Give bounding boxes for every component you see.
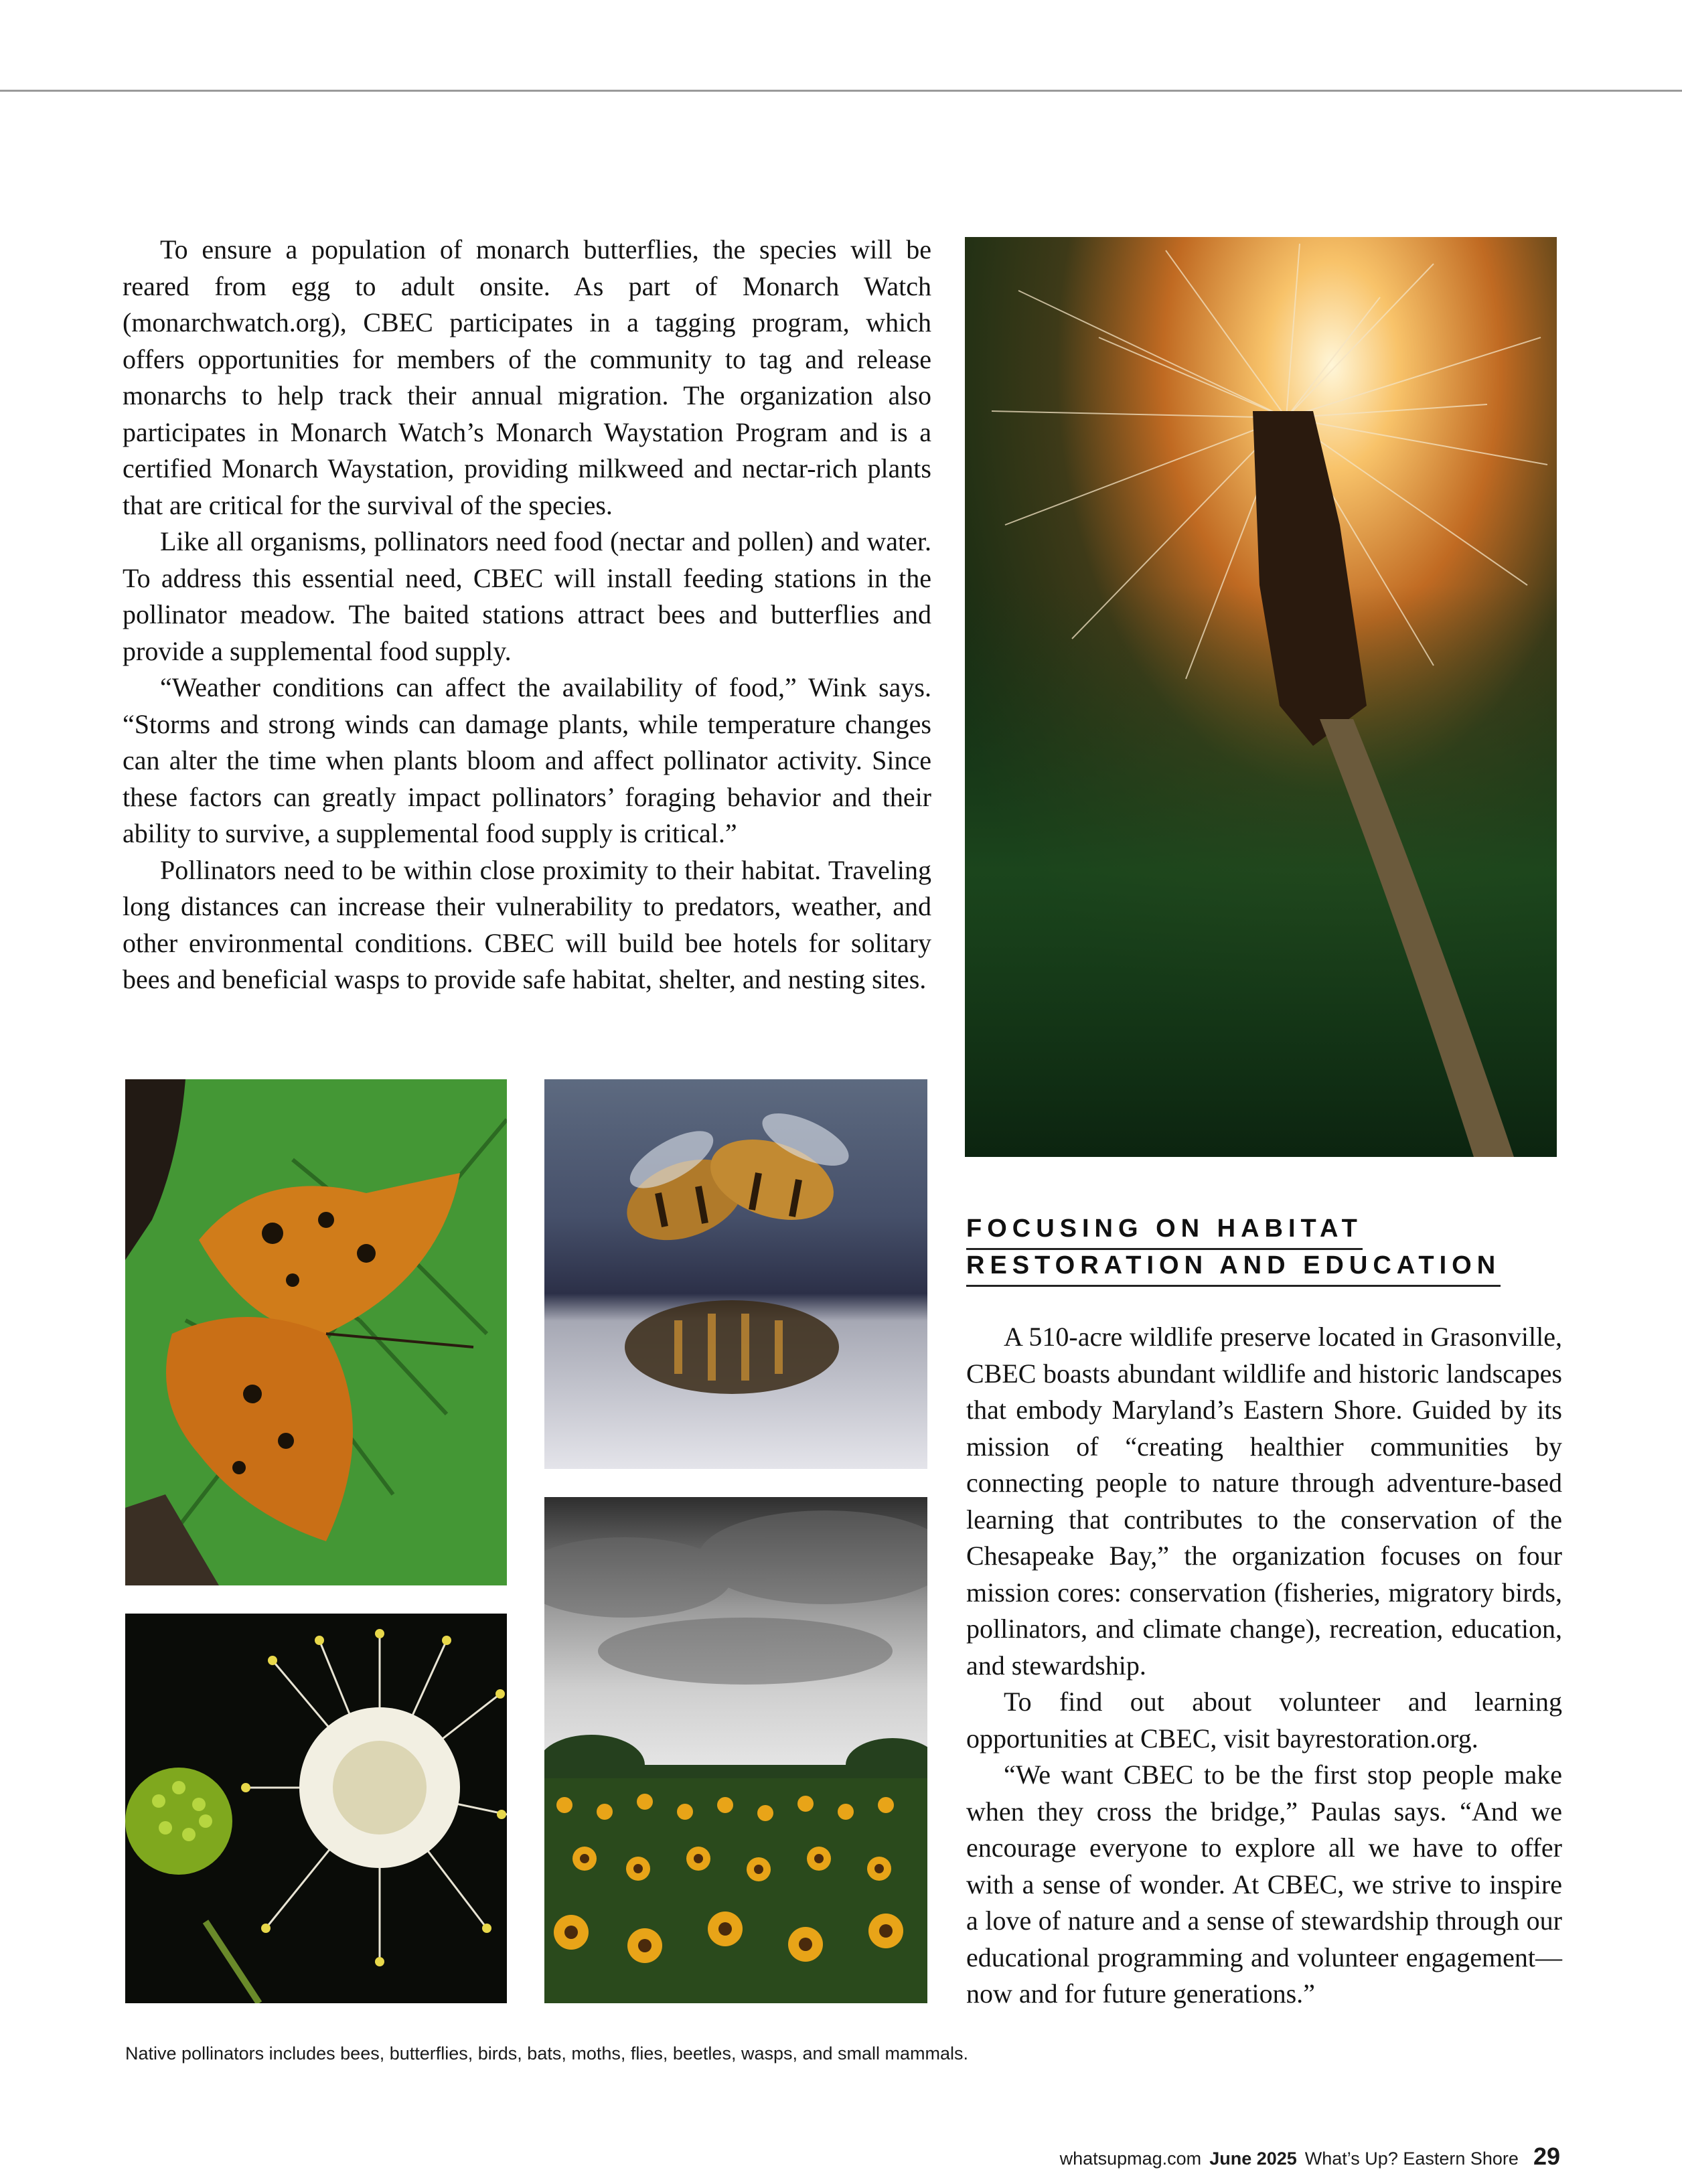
footer-publication: What’s Up? Eastern Shore [1304, 2149, 1519, 2169]
footer-issue: June 2025 [1209, 2149, 1297, 2169]
top-rule [0, 90, 1682, 92]
right-article-column [966, 1319, 1562, 2013]
buttonbush-flower-photo [125, 1614, 507, 2003]
left-article-column [123, 232, 931, 998]
page-footer [1060, 2142, 1560, 2171]
paragraph-habitat: Pollinators need to be within close proximity to their habitat. Traveling long distances can increase their vulnerability to predators, weather, and other environmental conditions. CBEC will build bee hotels for solitary bees and beneficial wasps to provide safe habitat, shelter, and nesting sites. [123, 854, 931, 994]
paragraph-food: Like all organisms, pollinators need food (nectar and pollen) and water. To address this essential need, CBEC will install feeding stations in the pollinator meadow. The baited stations attract bees and butterflies and provide a supplemental food supply. [123, 526, 931, 666]
paragraph-volunteer: To find out about volunteer and learning opportunities at CBEC, visit bayrestoration.org. [966, 1687, 1562, 1753]
paragraph-paulas-quote: “We want CBEC to be the first stop people make when they cross the bridge,” Paulas says. “And we encourage everyone to explore all we have to offer with a sense of wonder. At CBEC, we strive to inspire a love of nature and a sense of stewardship through our educational programming and volunteer engagement—now and for future generations.” [966, 1760, 1562, 2009]
paragraph-weather-quote: “Weather conditions can affect the availability of food,” Wink says. “Storms and strong winds can damage plants, while temperature changes can alter the time when plants bloom and affect pollinator activity. Since these factors can greatly impact pollinators’ foraging behavior and their ability to survive, a supplemental food supply is critical.” [123, 672, 931, 848]
bees-photo [544, 1079, 927, 1469]
dandelion-photo [965, 237, 1557, 1157]
page-number: 29 [1533, 2142, 1560, 2170]
sunflower-field-photo [544, 1497, 927, 2003]
section-heading [966, 1213, 1501, 1287]
butterfly-photo [125, 1079, 507, 1585]
section-heading-line1: FOCUSING ON HABITAT [966, 1213, 1363, 1250]
photo-caption: Native pollinators includes bees, butterflies, birds, bats, moths, flies, beetles, wasps, and small mammals. [125, 2043, 969, 2063]
section-heading-line2: RESTORATION AND EDUCATION [966, 1250, 1501, 1287]
footer-site: whatsupmag.com [1059, 2149, 1202, 2169]
paragraph-preserve: A 510-acre wildlife preserve located in Grasonville, CBEC boasts abundant wildlife and historic landscapes that embody Maryland’s Eastern Shore. Guided by its mission of “creating healthier communities by connecting people to nature through adventure-based learning that contributes to the conservation of the Chesapeake Bay,” the organization focuses on four mission cores: conservation (fisheries, migratory birds, pollinators, and climate change), recreation, education, and stewardship. [966, 1322, 1562, 1681]
paragraph-monarch: To ensure a population of monarch butterflies, the species will be reared from egg to adult onsite. As part of Monarch Watch (monarchwatch.org), CBEC participates in a tagging program, which offers opportunities for members of the community to tag and release monarchs to help track their annual migration. The organization also participates in Monarch Watch’s Monarch Waystation Program and is a certified Monarch Waystation, providing milkweed and nectar-rich plants that are critical for the survival of the species. [123, 234, 931, 520]
